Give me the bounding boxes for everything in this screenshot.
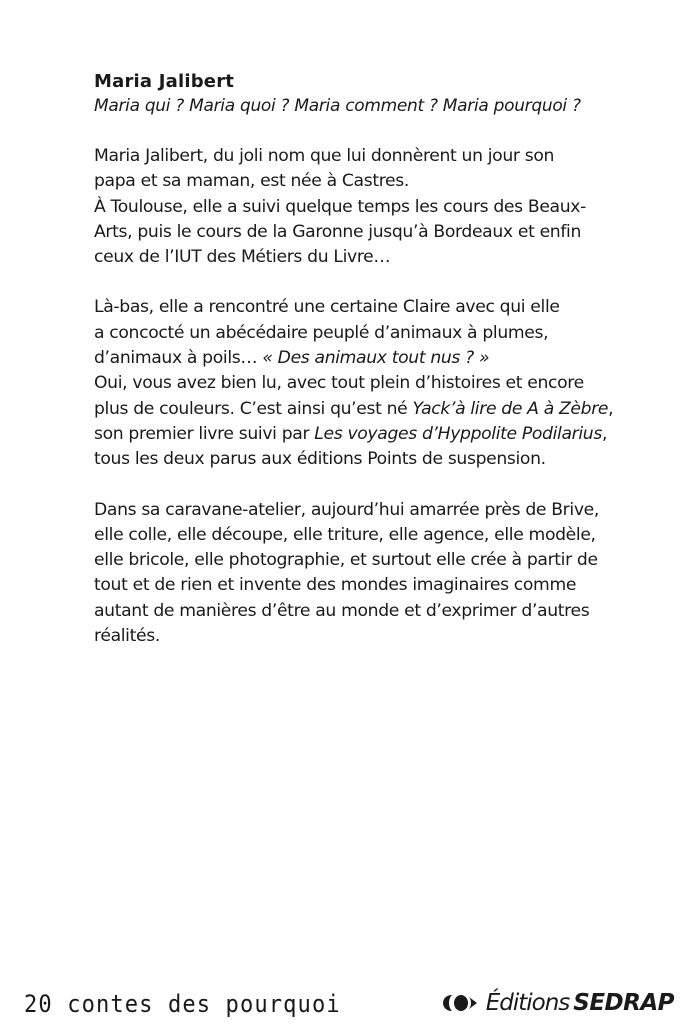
paragraph-line: Là-bas, elle a rencontré une certaine Claire avec qui elle bbox=[94, 297, 560, 318]
paragraph-line: réalités. bbox=[94, 626, 160, 647]
paragraph-line bbox=[94, 422, 631, 447]
quote-text: « Des animaux tout nus ? » bbox=[262, 348, 490, 369]
paragraph-line: Oui, vous avez bien lu, avec tout plein d’histoires et encore bbox=[94, 373, 584, 394]
publisher-logo bbox=[442, 990, 674, 1016]
paragraph-line: Arts, puis le cours de la Garonne jusqu’à Bordeaux et enfin bbox=[94, 221, 582, 242]
paragraph-line: papa et sa maman, est née à Castres. bbox=[94, 171, 409, 192]
sedrap-logo-icon bbox=[442, 994, 478, 1012]
paragraph-line: elle colle, elle découpe, elle triture, elle agence, elle modèle, bbox=[94, 524, 596, 545]
line-text: d’animaux à poils… bbox=[94, 348, 263, 369]
series-title: 20 contes des pourquoi bbox=[24, 990, 341, 1018]
paragraph-line: Dans sa caravane-atelier, aujourd’hui amarrée près de Brive, bbox=[94, 499, 599, 520]
book-title: Yack’à lire de A à Zèbre bbox=[412, 398, 609, 419]
book-title: Les voyages d’Hyppolite Podilarius bbox=[314, 423, 602, 444]
line-text: , bbox=[601, 423, 608, 444]
publisher-name: SEDRAP bbox=[573, 990, 674, 1016]
paragraph-line: autant de manières d’être au monde et d’exprimer d’autres bbox=[94, 600, 590, 621]
paragraph-line: À Toulouse, elle a suivi quelque temps les cours des Beaux- bbox=[94, 196, 586, 217]
publisher-prefix: Éditions bbox=[485, 990, 570, 1016]
paragraph-line: elle bricole, elle photographie, et surtout elle crée à partir de bbox=[94, 550, 598, 571]
paragraph-gap bbox=[94, 270, 631, 295]
paragraph-line: tous les deux parus aux éditions Points de suspension. bbox=[94, 449, 546, 470]
line-text: son premier livre suivi par bbox=[94, 423, 315, 444]
author-subtitle: Maria qui ? Maria quoi ? Maria comment ? Maria pourquoi ? bbox=[94, 96, 581, 116]
paragraph-line: a concocté un abécédaire peuplé d’animaux à plumes, bbox=[94, 322, 549, 343]
paragraph-gap bbox=[94, 473, 631, 498]
bio-paragraph-2 bbox=[94, 295, 631, 472]
paragraph-gap bbox=[94, 119, 631, 144]
paragraph-line bbox=[94, 346, 631, 371]
paragraph-line bbox=[94, 397, 631, 422]
paragraph-line: tout et de rien et invente des mondes imaginaires comme bbox=[94, 575, 577, 596]
bio-paragraph-3 bbox=[94, 498, 631, 650]
author-bio bbox=[94, 70, 631, 649]
bio-paragraph-1 bbox=[94, 144, 631, 270]
paragraph-line: Maria Jalibert, du joli nom que lui donnèrent un jour son bbox=[94, 146, 555, 166]
line-text: , bbox=[608, 398, 614, 419]
paragraph-line: ceux de l’IUT des Métiers du Livre… bbox=[94, 247, 391, 268]
author-name: Maria Jalibert bbox=[94, 71, 235, 92]
line-text: plus de couleurs. C’est ainsi qu’est né bbox=[94, 398, 413, 419]
